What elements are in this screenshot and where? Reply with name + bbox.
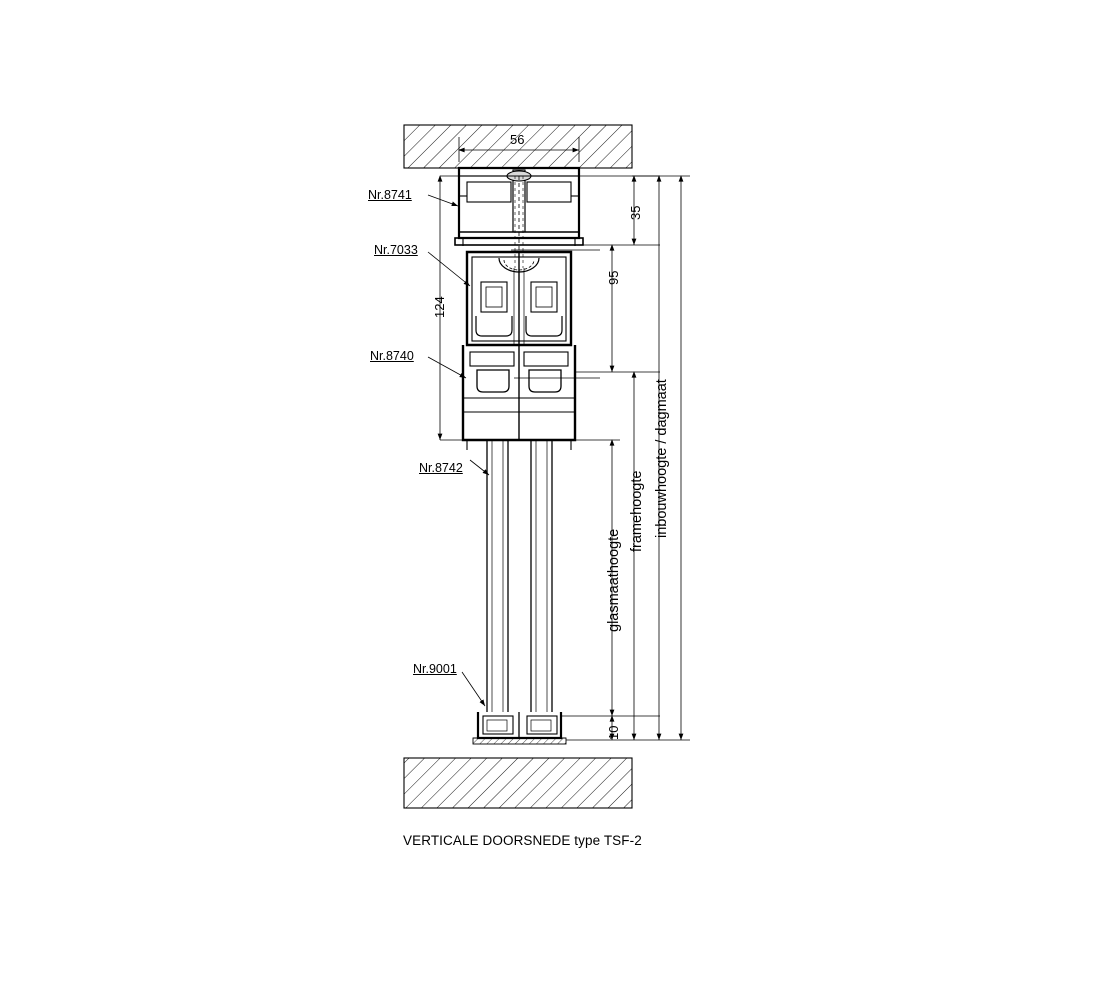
part-label-8740: Nr.8740 xyxy=(370,349,414,363)
chain-dimension-framehoogte: framehoogte xyxy=(629,470,645,552)
dimension-95: 95 xyxy=(606,270,621,285)
part-label-9001: Nr.9001 xyxy=(413,662,457,676)
drawing-title: VERTICALE DOORSNEDE type TSF-2 xyxy=(403,833,642,848)
chain-dimension-inbouwhoogte-dagmaat: inbouwhoogte / dagmaat xyxy=(654,379,670,538)
part-label-8742: Nr.8742 xyxy=(419,461,463,475)
dimension-lines xyxy=(440,137,690,740)
part-label-7033: Nr.7033 xyxy=(374,243,418,257)
part-label-8741: Nr.8741 xyxy=(368,188,412,202)
dimension-124: 124 xyxy=(432,296,447,318)
dimension-56: 56 xyxy=(510,132,525,147)
dimension-10: 10 xyxy=(606,725,621,740)
dimension-35: 35 xyxy=(628,205,643,220)
chain-dimension-glasmaathoogte: glasmaathoogte xyxy=(606,528,622,632)
profile-geometry xyxy=(455,168,583,744)
